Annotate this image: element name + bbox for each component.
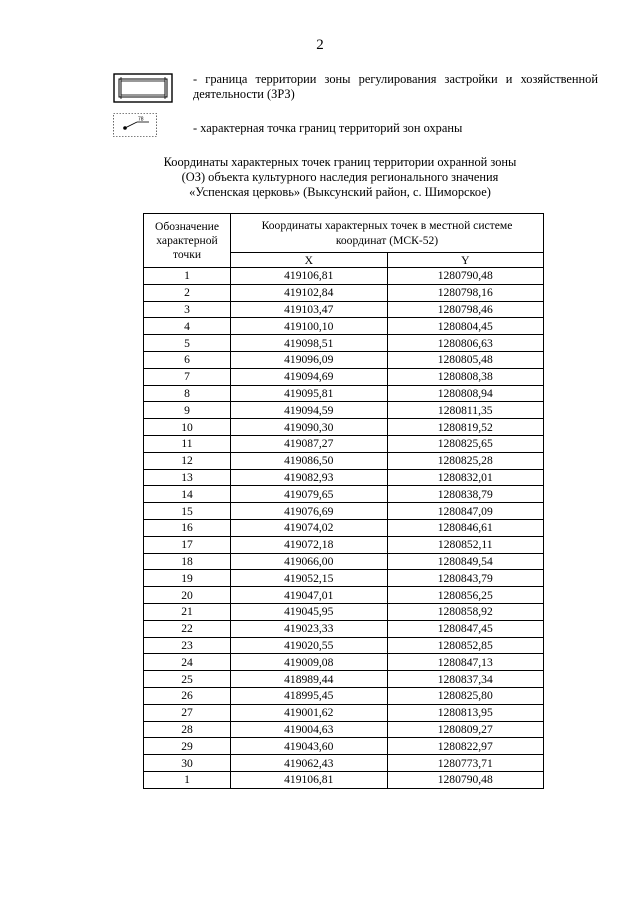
table-row [144, 603, 544, 620]
cell-x: 419086,50 [231, 452, 388, 469]
cell-x: 419087,27 [231, 435, 388, 452]
table-row [144, 503, 544, 520]
cell-x: 419096,09 [231, 351, 388, 368]
cell-x: 419043,60 [231, 738, 388, 755]
cell-x: 419102,84 [231, 284, 388, 301]
table-row [144, 385, 544, 402]
table-row [144, 469, 544, 486]
table-row [144, 687, 544, 704]
cell-x: 419047,01 [231, 587, 388, 604]
cell-y: 1280798,46 [387, 301, 544, 318]
cell-y: 1280838,79 [387, 486, 544, 503]
cell-x: 419094,69 [231, 368, 388, 385]
cell-x: 419004,63 [231, 721, 388, 738]
cell-point: 22 [144, 620, 231, 637]
cell-y: 1280847,13 [387, 654, 544, 671]
cell-y: 1280847,45 [387, 620, 544, 637]
cell-y: 1280798,16 [387, 284, 544, 301]
cell-y: 1280773,71 [387, 755, 544, 772]
table-row [144, 721, 544, 738]
legend-text-zrz: - граница территории зоны регулирования застройки и хозяйственной деятельности (ЗРЗ) [193, 72, 598, 101]
cell-y: 1280856,25 [387, 587, 544, 604]
cell-x: 419072,18 [231, 536, 388, 553]
table-row [144, 301, 544, 318]
cell-x: 419009,08 [231, 654, 388, 671]
table-row [144, 335, 544, 352]
table-row [144, 620, 544, 637]
cell-y: 1280813,95 [387, 704, 544, 721]
cell-point: 7 [144, 368, 231, 385]
header-system: Координаты характерных точек в местной системе координат (МСК-52) [231, 214, 544, 253]
cell-point: 15 [144, 503, 231, 520]
table-row [144, 654, 544, 671]
cell-y: 1280806,63 [387, 335, 544, 352]
header-point: Обозначение характерной точки [144, 214, 231, 268]
cell-x: 418995,45 [231, 687, 388, 704]
cell-x: 419062,43 [231, 755, 388, 772]
characteristic-point-symbol [113, 113, 157, 137]
cell-y: 1280804,45 [387, 318, 544, 335]
cell-y: 1280819,52 [387, 419, 544, 436]
cell-x: 419045,95 [231, 603, 388, 620]
cell-y: 1280809,27 [387, 721, 544, 738]
cell-point: 30 [144, 755, 231, 772]
cell-point: 11 [144, 435, 231, 452]
table-row [144, 536, 544, 553]
cell-point: 3 [144, 301, 231, 318]
cell-point: 1 [144, 268, 231, 285]
cell-x: 419095,81 [231, 385, 388, 402]
table-row [144, 368, 544, 385]
cell-point: 27 [144, 704, 231, 721]
caption-line: Координаты характерных точек границ территории охранной зоны [163, 155, 517, 169]
table-row [144, 704, 544, 721]
cell-x: 419098,51 [231, 335, 388, 352]
cell-y: 1280832,01 [387, 469, 544, 486]
table-row [144, 419, 544, 436]
caption-line: «Успенская церковь» (Выксунский район, с. Шиморское) [189, 185, 491, 199]
cell-point: 18 [144, 553, 231, 570]
cell-point: 5 [144, 335, 231, 352]
cell-point: 19 [144, 570, 231, 587]
page-number: 2 [316, 37, 324, 53]
cell-x: 419103,47 [231, 301, 388, 318]
cell-x: 419094,59 [231, 402, 388, 419]
table-row [144, 318, 544, 335]
cell-x: 419100,10 [231, 318, 388, 335]
cell-point: 9 [144, 402, 231, 419]
coordinates-table [143, 213, 544, 789]
legend-text-point: - характерная точка границ территорий зон охраны [193, 121, 463, 135]
cell-y: 1280843,79 [387, 570, 544, 587]
cell-x: 419106,81 [231, 268, 388, 285]
cell-y: 1280805,48 [387, 351, 544, 368]
cell-x: 419020,55 [231, 637, 388, 654]
cell-x: 419001,62 [231, 704, 388, 721]
cell-y: 1280811,35 [387, 402, 544, 419]
cell-point: 29 [144, 738, 231, 755]
table-row [144, 402, 544, 419]
cell-y: 1280837,34 [387, 671, 544, 688]
table-row [144, 268, 544, 285]
caption-line: (ОЗ) объекта культурного наследия регионального значения [181, 170, 499, 184]
cell-x: 419082,93 [231, 469, 388, 486]
cell-point: 2 [144, 284, 231, 301]
cell-y: 1280822,97 [387, 738, 544, 755]
table-row [144, 771, 544, 788]
cell-point: 20 [144, 587, 231, 604]
cell-y: 1280847,09 [387, 503, 544, 520]
cell-y: 1280825,28 [387, 452, 544, 469]
cell-point: 23 [144, 637, 231, 654]
cell-x: 419090,30 [231, 419, 388, 436]
cell-y: 1280790,48 [387, 268, 544, 285]
table-row [144, 435, 544, 452]
table-row [144, 351, 544, 368]
cell-y: 1280852,11 [387, 536, 544, 553]
table-row [144, 452, 544, 469]
cell-x: 419023,33 [231, 620, 388, 637]
table-row [144, 519, 544, 536]
cell-point: 14 [144, 486, 231, 503]
table-row [144, 738, 544, 755]
table-row [144, 587, 544, 604]
table-caption [140, 155, 540, 200]
point-label: 78 [138, 116, 144, 123]
cell-point: 12 [144, 452, 231, 469]
cell-point: 16 [144, 519, 231, 536]
cell-y: 1280808,38 [387, 368, 544, 385]
cell-x: 419106,81 [231, 771, 388, 788]
header-x: X [231, 253, 388, 268]
cell-x: 418989,44 [231, 671, 388, 688]
cell-y: 1280858,92 [387, 603, 544, 620]
table-row [144, 570, 544, 587]
cell-point: 8 [144, 385, 231, 402]
zrz-boundary-symbol [113, 73, 173, 103]
cell-y: 1280825,65 [387, 435, 544, 452]
cell-x: 419079,65 [231, 486, 388, 503]
cell-point: 28 [144, 721, 231, 738]
cell-y: 1280790,48 [387, 771, 544, 788]
table-row [144, 553, 544, 570]
table-row [144, 637, 544, 654]
cell-point: 26 [144, 687, 231, 704]
cell-point: 4 [144, 318, 231, 335]
cell-y: 1280849,54 [387, 553, 544, 570]
cell-y: 1280825,80 [387, 687, 544, 704]
cell-point: 13 [144, 469, 231, 486]
header-y: Y [387, 253, 544, 268]
cell-point: 21 [144, 603, 231, 620]
cell-point: 6 [144, 351, 231, 368]
table-row [144, 671, 544, 688]
cell-point: 25 [144, 671, 231, 688]
cell-x: 419074,02 [231, 519, 388, 536]
table-row [144, 486, 544, 503]
cell-x: 419066,00 [231, 553, 388, 570]
cell-x: 419052,15 [231, 570, 388, 587]
cell-point: 10 [144, 419, 231, 436]
cell-point: 17 [144, 536, 231, 553]
table-row [144, 284, 544, 301]
cell-point: 24 [144, 654, 231, 671]
cell-y: 1280808,94 [387, 385, 544, 402]
table-row [144, 755, 544, 772]
cell-y: 1280846,61 [387, 519, 544, 536]
cell-x: 419076,69 [231, 503, 388, 520]
cell-point: 1 [144, 771, 231, 788]
cell-y: 1280852,85 [387, 637, 544, 654]
